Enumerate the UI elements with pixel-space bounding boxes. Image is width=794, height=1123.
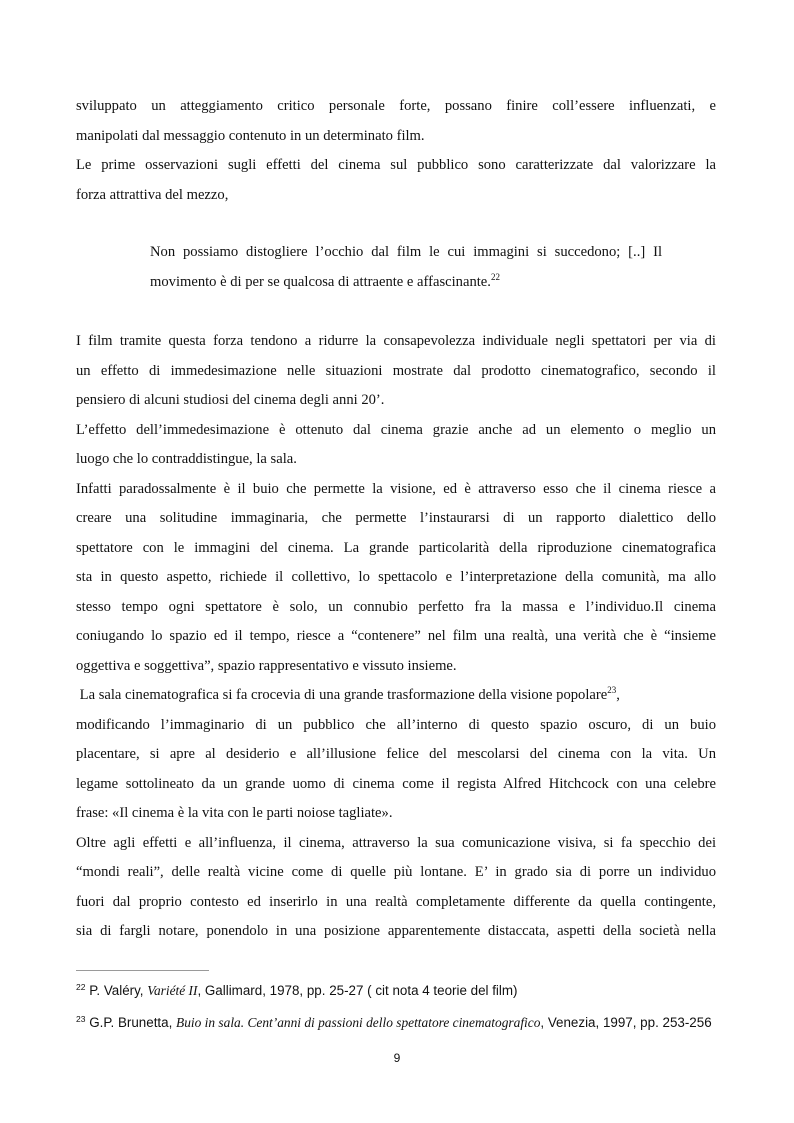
quote-line-2 bbox=[150, 268, 662, 298]
paragraph-5-line-1: Infatti paradossalmente è il buio che permette la visione, ed è attraverso esso che il cinema riesce a bbox=[76, 480, 716, 497]
paragraph-7-line-4: sia di fargli notare, ponendolo in una posizione apparentemente distaccata, aspetti della società nella bbox=[76, 923, 716, 939]
footnote-22-number: 22 bbox=[76, 982, 86, 992]
paragraph-4-line-2: luogo che lo contraddistingue, la sala. bbox=[76, 451, 297, 467]
paragraph-3-line-1: I film tramite questa forza tendono a ridurre la consapevolezza individuale negli spettatori per via di bbox=[76, 333, 716, 349]
footnote-23-after: , Venezia, 1997, pp. 253-256 bbox=[540, 1015, 712, 1030]
paragraph-5-line-6: coniugando lo spazio ed il tempo, riesce a “contenere” nel film una realtà, una verità che è “insieme bbox=[76, 628, 716, 644]
paragraph-6-line-3: placentare, si apre al desiderio e all’illusione felice del mescolarsi del cinema con la vita. Un bbox=[76, 746, 716, 762]
paragraph-7-line-2: “mondi reali”, delle realtà vicine come di quelle più lontane. E’ in grado sia di porre un individuo bbox=[76, 864, 716, 880]
footnote-23 bbox=[76, 1014, 716, 1031]
body-text-main bbox=[76, 327, 716, 947]
paragraph-6-line-1-text: La sala cinematografica si fa crocevia di una grande trasformazione della visione popolare bbox=[76, 687, 608, 703]
paragraph-6-line-5: frase: «Il cinema è la vita con le parti noiose tagliate». bbox=[76, 805, 393, 821]
footnote-22-before: P. Valéry, bbox=[85, 983, 148, 998]
paragraph-5-line-4: sta in questo aspetto, richiede il collettivo, lo spettacolo e l’interpretazione della comunità, ma allo bbox=[76, 569, 716, 585]
paragraph-2-line-2: forza attrattiva del mezzo, bbox=[76, 186, 229, 203]
footnote-22-after: , Gallimard, 1978, pp. 25-27 ( cit nota 4 teorie del film) bbox=[197, 983, 518, 998]
paragraph-6-line-4: legame sottolineato da un grande uomo di cinema come il regista Alfred Hitchcock con una celebre bbox=[76, 775, 716, 792]
paragraph-6-line-2: modificando l’immaginario di un pubblico che all’interno di questo spazio oscuro, di un buio bbox=[76, 716, 716, 733]
paragraph-3-line-3: pensiero di alcuni studiosi del cinema degli anni 20’. bbox=[76, 392, 385, 408]
paragraph-7-line-3: fuori dal proprio contesto ed inserirlo in una realtà completamente differente da quella contingente, bbox=[76, 893, 716, 910]
footnote-22 bbox=[76, 982, 716, 999]
paragraph-6-line-1 bbox=[76, 681, 716, 711]
footnote-23-before: G.P. Brunetta, bbox=[85, 1015, 177, 1030]
footnote-separator bbox=[76, 970, 209, 971]
paragraph-5-line-5: stesso tempo ogni spettatore è solo, un connubio perfetto fra la massa e l’individuo.Il cinema bbox=[76, 598, 716, 615]
footnote-23-number: 23 bbox=[76, 1014, 86, 1024]
quote-line-2-text: movimento è di per se qualcosa di attraente e affascinante. bbox=[150, 273, 491, 290]
footnote-ref-22: 22 bbox=[490, 271, 500, 282]
paragraph-6-line-1-end: , bbox=[616, 687, 620, 703]
body-text-top bbox=[76, 92, 716, 210]
footnote-23-title: Buio in sala. Cent’anni di passioni dello spettatore cinematografico bbox=[176, 1015, 541, 1030]
paragraph-1-line-2: manipolati dal messaggio contenuto in un determinato film. bbox=[76, 127, 425, 144]
footnote-22-title: Variété II bbox=[147, 983, 198, 998]
paragraph-7-line-1: Oltre agli effetti e all’influenza, il cinema, attraverso la sua comunicazione visiva, si fa specchio dei bbox=[76, 834, 716, 851]
paragraph-5-line-7: oggettiva e soggettiva”, spazio rappresentativo e vissuto insieme. bbox=[76, 657, 457, 674]
quote-line-1: Non possiamo distogliere l’occhio dal film le cui immagini si succedono; [..] Il bbox=[150, 244, 662, 260]
block-quote bbox=[150, 238, 662, 297]
paragraph-5-line-2: creare una solitudine immaginaria, che permette l’instaurarsi di un rapporto dialettico dello bbox=[76, 510, 716, 526]
paragraph-4-line-1: L’effetto dell’immedesimazione è ottenuto dal cinema grazie anche ad un elemento o meglio un bbox=[76, 421, 716, 438]
paragraph-3-line-2: un effetto di immedesimazione nelle situazioni mostrate dal prodotto cinematografico, secondo il bbox=[76, 362, 716, 379]
paragraph-1-line-1: sviluppato un atteggiamento critico personale forte, possano finire coll’essere influenzati, e bbox=[76, 98, 716, 114]
page-number: 9 bbox=[393, 1051, 401, 1065]
paragraph-2-line-1: Le prime osservazioni sugli effetti del cinema sul pubblico sono caratterizzate dal valorizzare la bbox=[76, 157, 716, 173]
footnote-ref-23: 23 bbox=[607, 685, 617, 695]
paragraph-5-line-3: spettatore con le immagini del cinema. La grande particolarità della riproduzione cinematografica bbox=[76, 539, 716, 556]
